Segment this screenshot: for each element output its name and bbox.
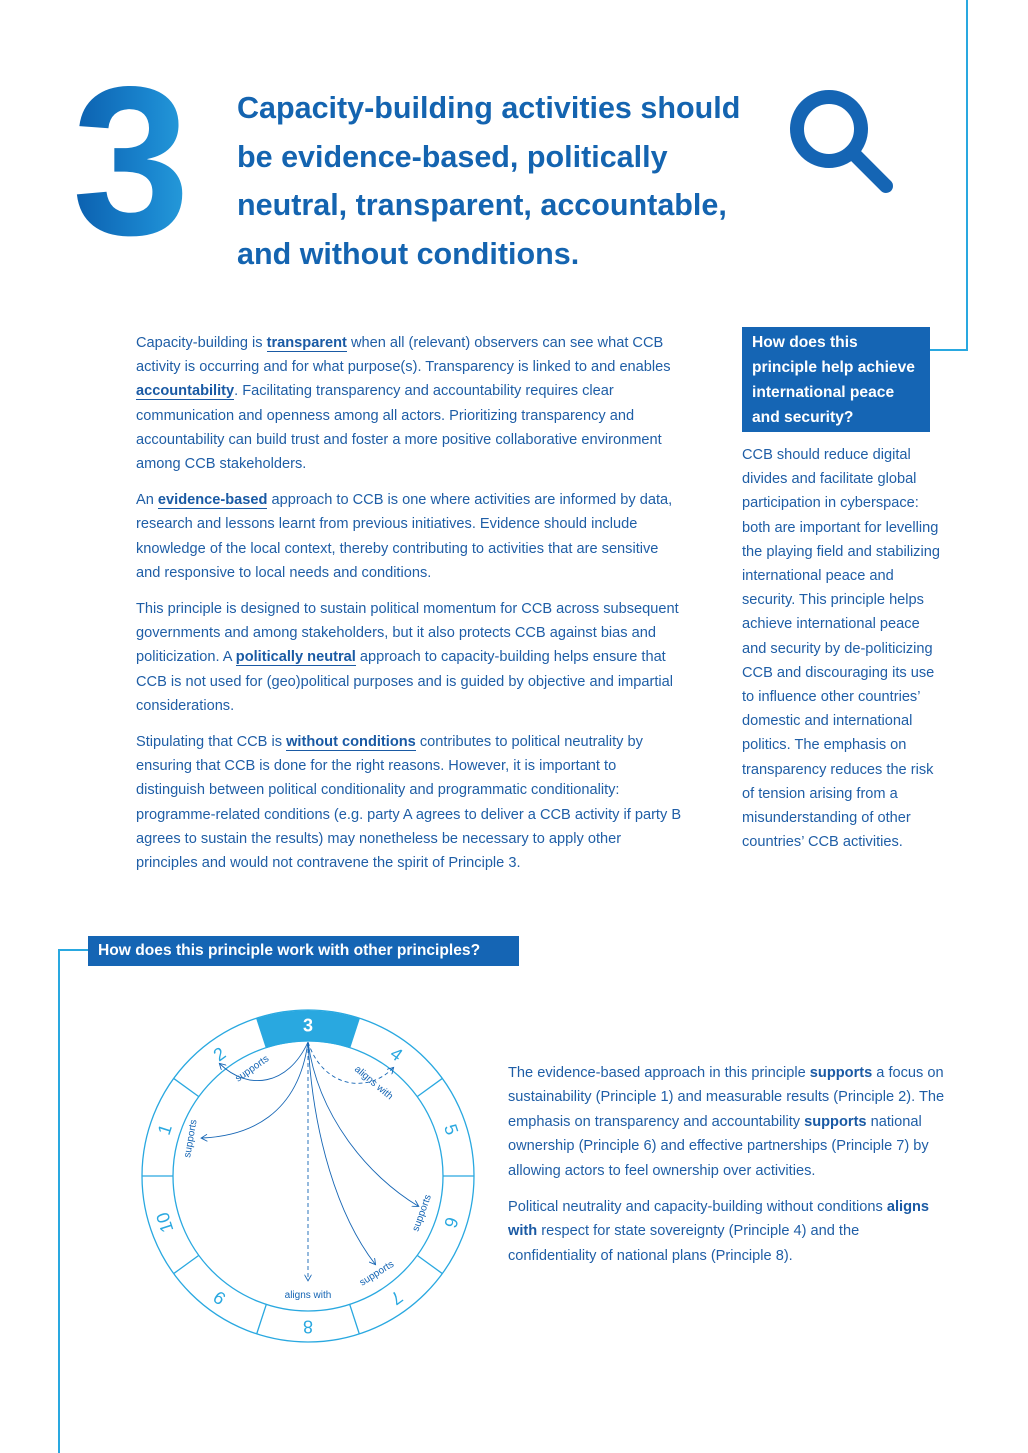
term-politically-neutral: politically neutral (235, 649, 356, 666)
sidebar-body: CCB should reduce digital divides and facilitate global participation in cyberspace: both are important for levelling the playing field and stabilizing international peace and security. This principle helps achieve international peace and security by de-politicizing CCB and discouraging its use to influence other countries’ domestic and international politics. The emphasis on transparency reduces the risk of tension arising from a misunderstanding of other countries’ CCB activities. (742, 447, 940, 851)
wheel-segment-label-6: 6 (440, 1214, 463, 1231)
term-accountability: accountability (136, 383, 235, 400)
wheel-segment-label-7: 7 (386, 1286, 407, 1309)
wheel-segment-label-3: 3 (302, 1015, 314, 1036)
sidebar-heading: How does this principle help achieve international peace and security? (742, 327, 930, 432)
decor-line-bottom-left-horizontal (58, 949, 88, 951)
decor-line-top-right-horizontal (929, 349, 968, 351)
label-supports-6: supports (410, 1193, 434, 1234)
wheel-segment-label-2: 2 (209, 1043, 230, 1066)
wheel-segment-label-8: 8 (302, 1316, 314, 1337)
wheel-divider (257, 1304, 267, 1333)
wheel-divider (350, 1304, 360, 1333)
wheel-segment-label-4: 4 (386, 1043, 407, 1066)
label-supports-2: supports (233, 1053, 272, 1085)
term-transparent: transparent (266, 335, 347, 351)
decor-line-top-right-vertical (966, 0, 968, 351)
search-icon (786, 86, 898, 198)
paragraph-aligns: Political neutrality and capacity-building without conditions aligns with respect for state sovereignty (Principle 4) and the confidentiality of national plans (Principle 8). (508, 1199, 930, 1264)
principles-body (508, 1061, 948, 1280)
wheel-divider (174, 1078, 199, 1096)
main-body (136, 331, 684, 887)
page-title: Capacity-building activities should be evidence-based, politically neutral, transparent, accountable, and without conditions. (237, 91, 741, 271)
paragraph-evidence-based: An evidence-based approach to CCB is one where activities are informed by data, research and lessons learnt from previous initiatives. Evidence should include knowledge of the local context, thereby contributing to activities that are sensitive and responsive to local needs and conditions. (136, 492, 673, 581)
wheel-segment-label-10: 10 (152, 1209, 178, 1236)
paragraph-political-neutrality: This principle is designed to sustain political momentum for CCB across subsequent governments and among stakeholders, but it also protects CCB against bias and politicization. A politically neutral approach to capacity-building helps ensure that CCB is not used for (geo)political purposes and is guided by objective and impartial considerations. (136, 601, 679, 714)
wheel-segment-label-5: 5 (440, 1121, 463, 1138)
label-supports-7: supports (357, 1258, 397, 1289)
wheel-divider (174, 1255, 199, 1273)
principle-number: 3 (72, 56, 202, 266)
label-aligns-8: aligns with (284, 1290, 332, 1301)
paragraph-supports: The evidence-based approach in this principle supports a focus on sustainability (Principle 1) and measurable results (Principle 2). The emphasis on transparency and accountability supports national ownership (Principle 6) and effective partnerships (Principle 7) by allowing actors to feel ownership over activities. (508, 1065, 945, 1179)
principles-section-heading: How does this principle work with other principles? (88, 936, 519, 966)
wheel-segment-label-9: 9 (209, 1286, 230, 1309)
term-evidence-based: evidence-based (157, 492, 268, 509)
decor-line-bottom-left-vertical (58, 949, 60, 1453)
term-without-conditions: without conditions (286, 734, 416, 751)
paragraph-without-conditions: Stipulating that CCB is without conditions contributes to political neutrality by ensuring that CCB is done for the right reasons. However, it is important to distinguish between political conditionality and programmatic conditionality: programme-related conditions (e.g. party A agrees to deliver a CCB activity if party B agrees to sustain the results) may nonetheless be necessary to apply other principles and would not contravene the spirit of Principle 3. (136, 734, 682, 872)
wheel-divider (417, 1255, 442, 1273)
label-supports-1: supports (182, 1118, 200, 1159)
principles-wheel (138, 1006, 478, 1346)
paragraph-transparency: Capacity-building is transparent when all (relevant) observers can see what CCB activity is occurring and for what purpose(s). Transparency is linked to and enables accountability. Facilitating transparency and accountability requires clear communication and openness among all actors. Prioritizing transparency and accountability can build trust and foster a more positive collaborative environment among CCB stakeholders. (136, 335, 671, 473)
wheel-divider (417, 1078, 442, 1096)
label-aligns-4: aligns with (352, 1063, 395, 1103)
wheel-segment-label-1: 1 (153, 1121, 176, 1138)
